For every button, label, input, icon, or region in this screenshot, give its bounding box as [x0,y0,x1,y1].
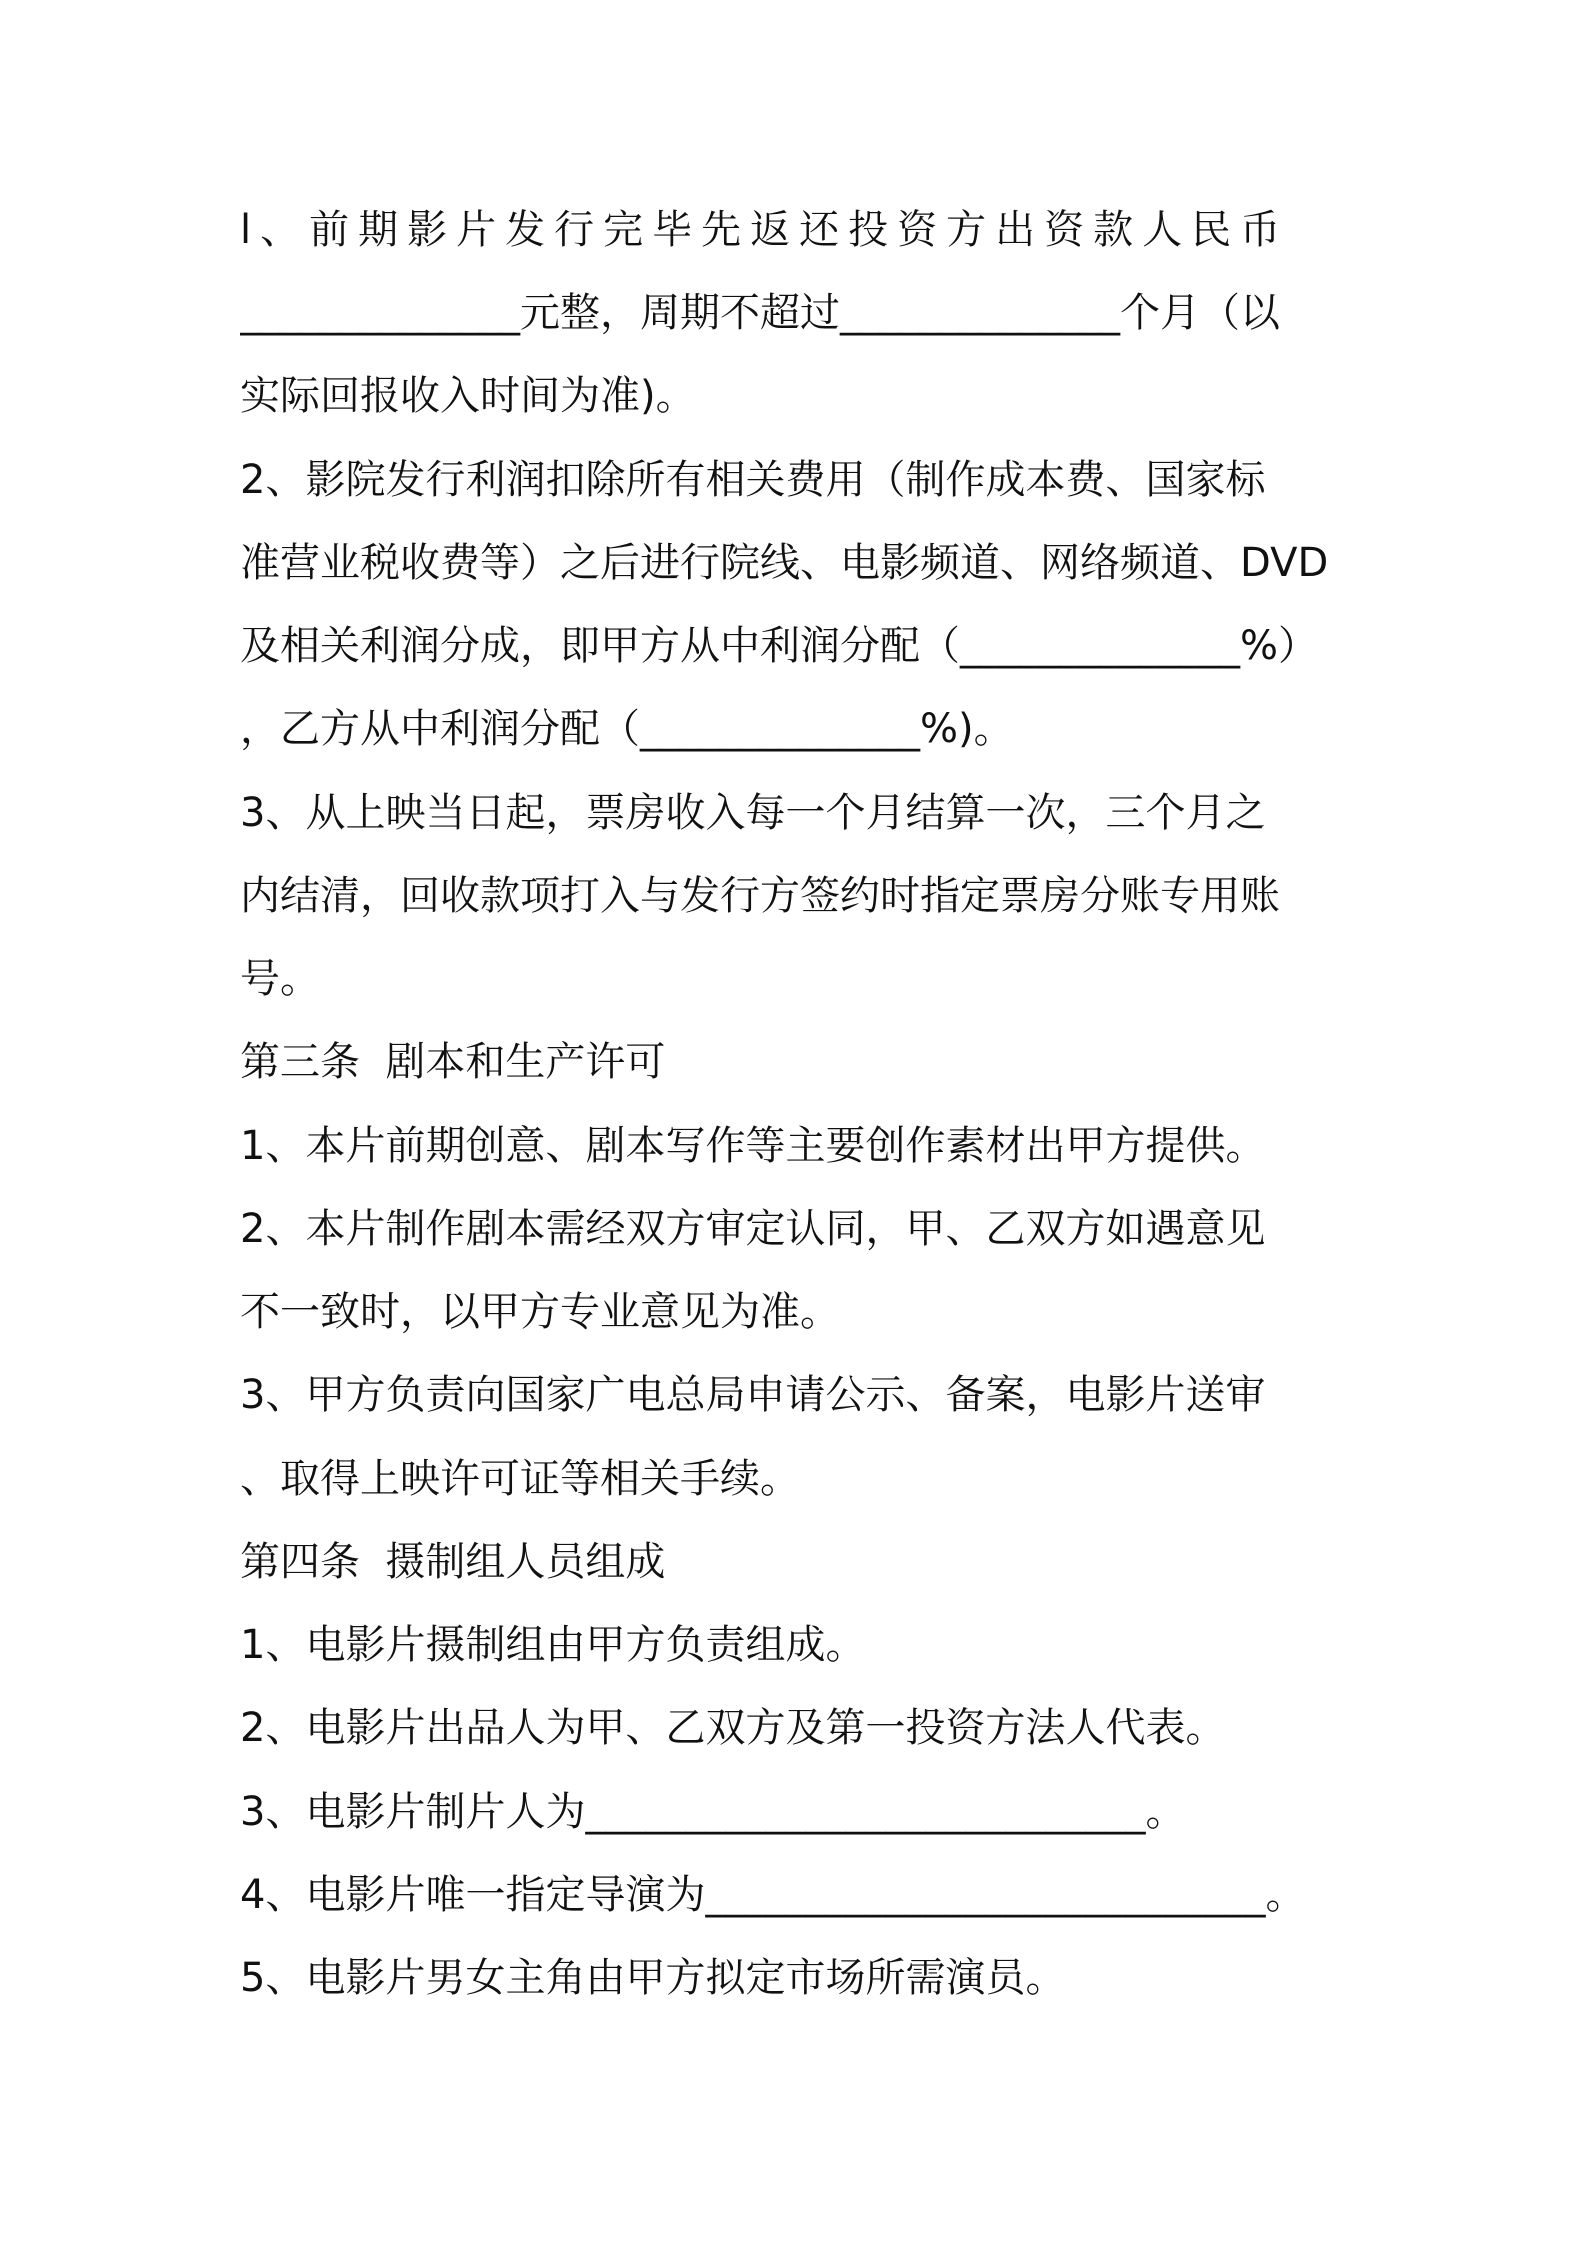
clause-1-line-3: 实际回报收入时间为准)。 [240,373,696,419]
article-4-item-5: 5、电影片男女主角由甲方拟定市场所需演员。 [240,1955,1066,2001]
article-4-item-1: 1、电影片摄制组由甲方负责组成。 [240,1622,866,1668]
clause-2-line-2: 准营业税收费等）之后进行院线、电影频道、网络频道、DVD [240,540,1329,586]
article-3-item-2-line-1: 2、本片制作剧本需经双方审定认同，甲、乙双方如遇意见 [240,1206,1266,1252]
clause-3-line-1: 3、从上映当日起，票房收入每一个月结算一次，三个月之 [240,790,1266,836]
article-3-heading: 第三条 剧本和生产许可 [240,1039,666,1085]
article-3-item-1: 1、本片前期创意、剧本写作等主要创作素材出甲方提供。 [240,1123,1266,1169]
article-4-heading: 第四条 摄制组人员组成 [240,1539,666,1585]
article-3-item-3-line-1: 3、甲方负责向国家广电总局申请公示、备案，电影片送审 [240,1372,1266,1418]
clause-2-line-3: 及相关利润分成，即甲方从中利润分配（______________%） [240,623,1319,669]
article-4-item-3: 3、电影片制片人为____________________________。 [240,1789,1186,1835]
article-3-item-3-line-2: 、取得上映许可证等相关手续。 [240,1456,800,1502]
article-3-item-2-line-2: 不一致时，以甲方专业意见为准。 [240,1289,840,1335]
clause-1-line-2: ______________元整，周期不超过______________个月（以 [240,290,1280,336]
clause-3-line-2: 内结清，回收款项打入与发行方签约时指定票房分账专用账 [240,873,1280,919]
clause-3-line-3: 号。 [240,956,320,1002]
clause-2-line-4: ，乙方从中利润分配（______________%)。 [240,706,1014,752]
clause-1-line-1: l、前期影片发行完毕先返还投资方出资款人民币 [240,207,1290,253]
clause-2-line-1: 2、影院发行利润扣除所有相关费用（制作成本费、国家标 [240,457,1266,503]
article-4-item-4: 4、电影片唯一指定导演为____________________________。 [240,1872,1306,1918]
article-4-item-2: 2、电影片出品人为甲、乙双方及第一投资方法人代表。 [240,1705,1226,1751]
